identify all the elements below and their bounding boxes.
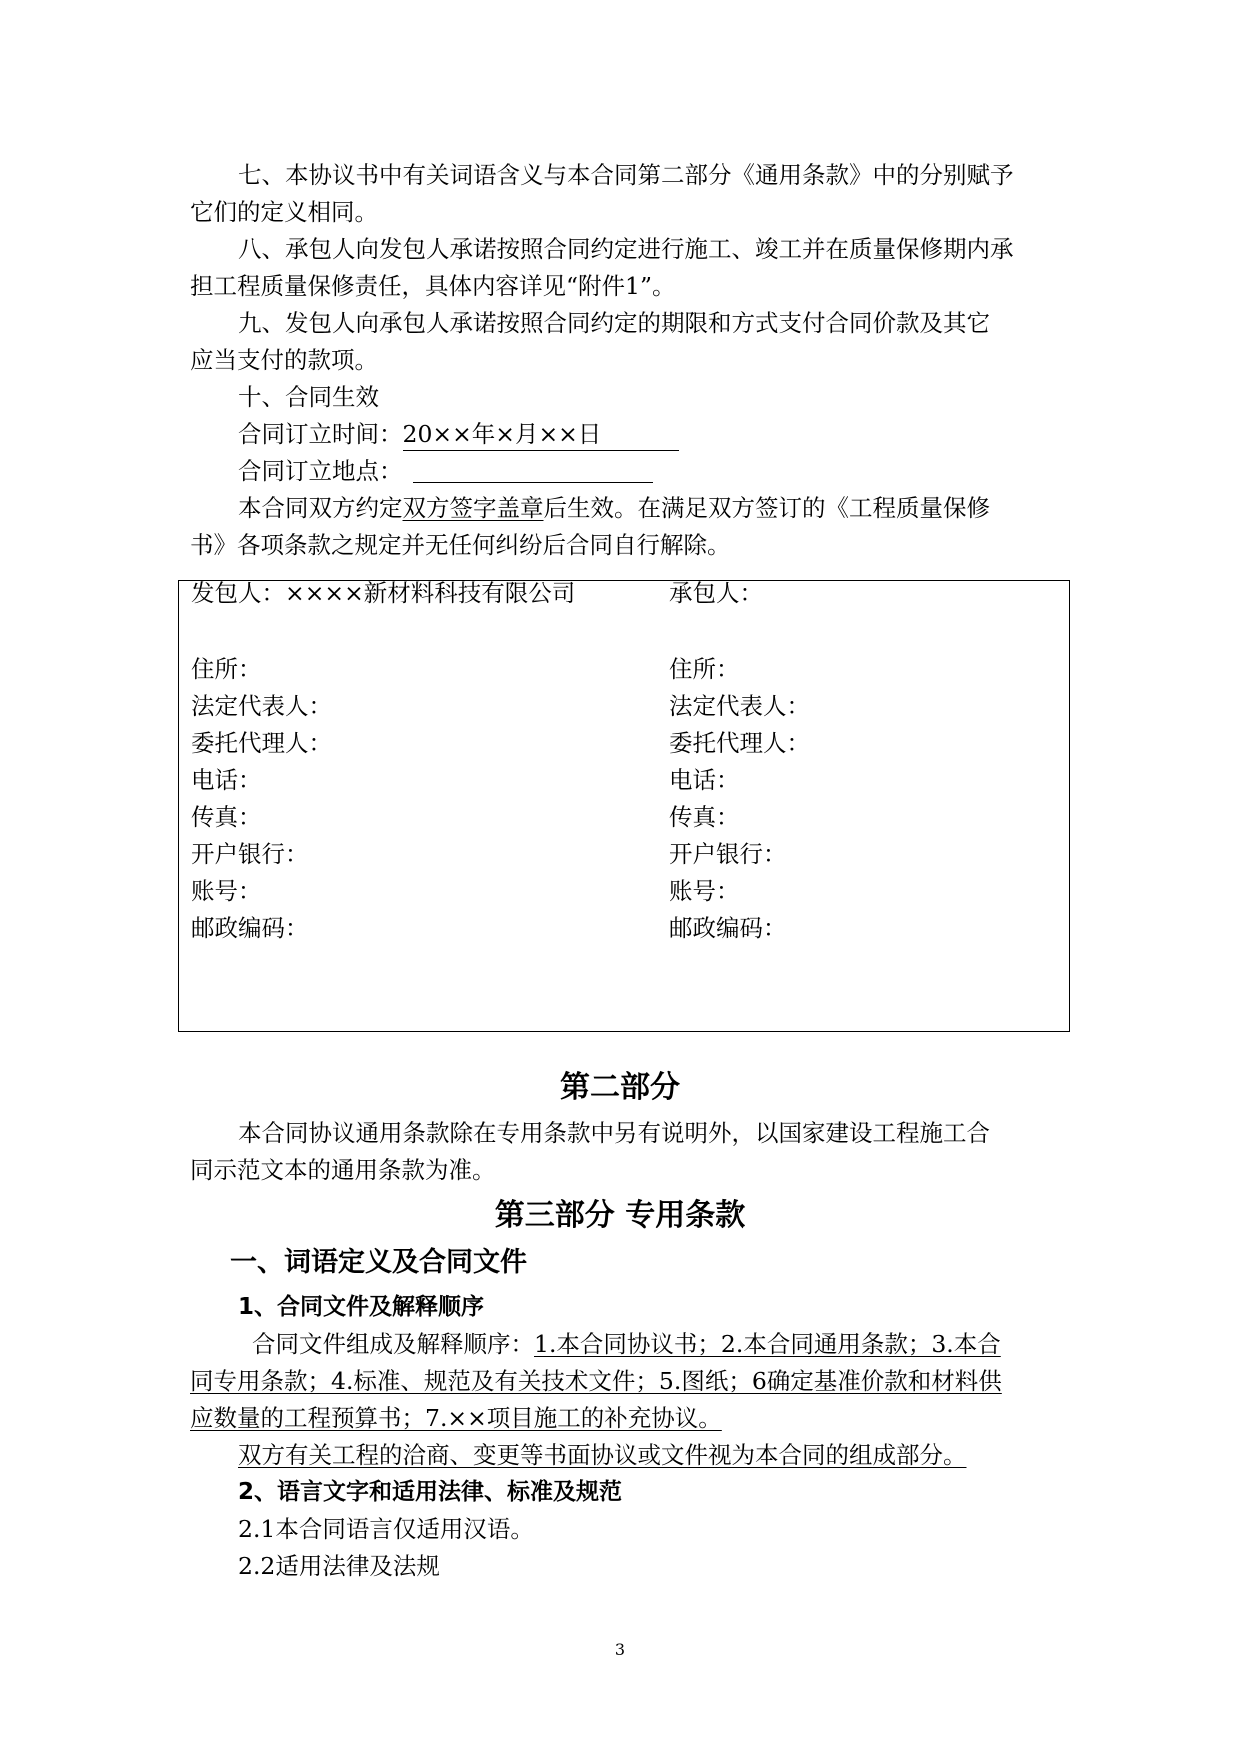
clause-7-line-2: 它们的定义相同。 [190,198,378,226]
clause-8-line-1: 八、承包人向发包人承诺按照合同约定进行施工、竣工并在质量保修期内承 [238,235,1014,263]
subsection-1-line-3: 应数量的工程预算书；7.××项目施工的补充协议。 [190,1404,722,1432]
contractor-field-fax: 传真： [669,803,740,831]
contractor-field-address: 住所： [669,655,740,683]
clause-7-line-1: 七、本协议书中有关词语含义与本合同第二部分《通用条款》中的分别赋予 [238,161,1014,189]
contractor-field-agent: 委托代理人： [669,729,810,757]
subsection-2-item-1: 2.1本合同语言仅适用汉语。 [238,1515,534,1543]
employer-field-agent: 委托代理人： [191,729,332,757]
clause-9-line-2: 应当支付的款项。 [190,346,378,374]
employer-field-fax: 传真： [191,803,262,831]
contractor-title: 承包人： [669,579,763,607]
employer-field-account: 账号： [191,877,262,905]
clause-10-heading: 十、合同生效 [238,383,379,411]
employer-field-phone: 电话： [191,766,262,794]
sign-time-value: 20××年×月××日 [403,419,679,451]
contractor-field-account: 账号： [669,877,740,905]
contractor-field-bank: 开户银行： [669,840,787,868]
contractor-field-postcode: 邮政编码： [669,914,787,942]
page-number: 3 [614,1640,626,1659]
effect-suffix: 后生效。在满足双方签订的《工程质量保修 [543,494,990,522]
employer-field-address: 住所： [191,655,262,683]
subsection-1-line-4: 双方有关工程的洽商、变更等书面协议或文件视为本合同的组成部分。 [238,1441,967,1469]
employer-title: 发包人：××××新材料科技有限公司 [191,579,576,607]
employer-field-postcode: 邮政编码： [191,914,309,942]
subsection-1-heading: 1、合同文件及解释顺序 [238,1294,485,1320]
employer-field-bank: 开户银行： [191,840,309,868]
section-1-heading: 一、词语定义及合同文件 [230,1247,527,1278]
sign-place-line [238,453,653,490]
sign-time-label: 合同订立时间： [238,420,403,448]
contractor-field-phone: 电话： [669,766,740,794]
sign-place-label: 合同订立地点： [238,457,403,485]
doc-order-label: 合同文件组成及解释顺序： [252,1330,534,1358]
contractor-field-legal-rep: 法定代表人： [669,692,810,720]
effect-underlined: 双方签字盖章 [402,494,544,522]
part-2-line-2: 同示范文本的通用条款为准。 [190,1156,496,1184]
effect-line-1 [238,490,990,527]
subsection-2-heading: 2、语言文字和适用法律、标准及规范 [238,1479,623,1505]
part-2-line-1: 本合同协议通用条款除在专用条款中另有说明外，以国家建设工程施工合 [238,1119,990,1147]
clause-9-line-1: 九、发包人向承包人承诺按照合同约定的期限和方式支付合同价款及其它 [238,309,990,337]
employer-column [191,581,575,947]
sign-time-line [238,416,679,453]
employer-field-legal-rep: 法定代表人： [191,692,332,720]
part-3-heading: 第三部分 专用条款 [494,1198,746,1233]
clause-8-line-2: 担工程质量保修责任，具体内容详见“附件1”。 [190,272,676,300]
effect-line-2: 书》各项条款之规定并无任何纠纷后合同自行解除。 [190,531,731,559]
contractor-column [669,581,810,947]
subsection-2-item-2: 2.2适用法律及法规 [238,1552,440,1580]
sign-place-blank [413,456,653,483]
doc-order-list-part-1: 1.本合同协议书；2.本合同通用条款；3.本合 [534,1330,1001,1358]
subsection-1-line-2: 同专用条款；4.标准、规范及有关技术文件；5.图纸；6确定基准价款和材料供 [190,1367,1002,1395]
effect-prefix: 本合同双方约定 [238,494,403,522]
subsection-1-line-1 [252,1326,1001,1363]
signature-table [178,580,1070,1032]
part-2-heading: 第二部分 [560,1070,680,1105]
